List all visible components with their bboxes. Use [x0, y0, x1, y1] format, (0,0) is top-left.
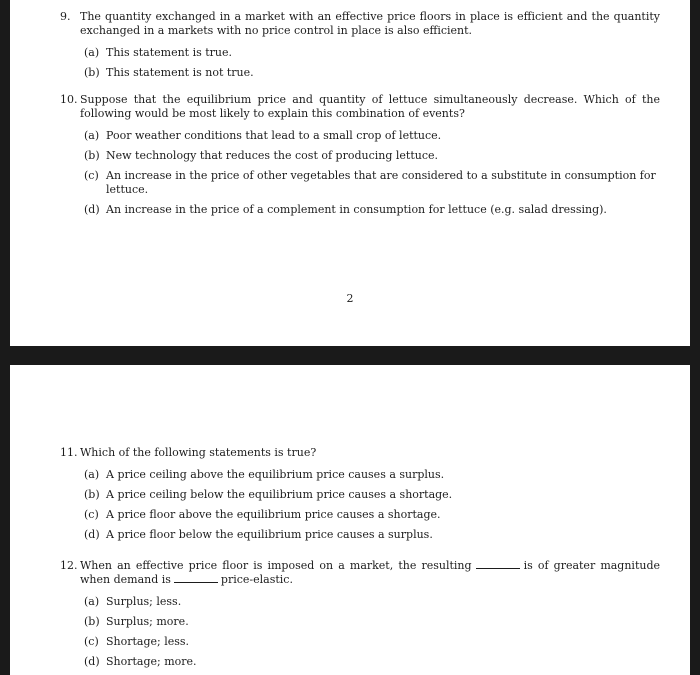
fill-in-blank	[476, 559, 520, 569]
option-text: New technology that reduces the cost of producing lettuce.	[106, 149, 439, 162]
option-label: (b)	[84, 615, 100, 628]
answer-option	[84, 129, 660, 143]
question-text: Suppose that the equilibrium price and quantity of lettuce simultaneously decrease. Which of the following would be most likely to explain this combination of events?	[80, 93, 660, 120]
answer-option	[84, 149, 660, 163]
answer-option	[84, 615, 660, 629]
option-label: (b)	[84, 66, 100, 79]
option-text: This statement is not true.	[106, 66, 254, 79]
option-text: Poor weather conditions that lead to a small crop of lettuce.	[106, 129, 442, 142]
answer-options	[60, 129, 660, 217]
option-text: Shortage; more.	[106, 655, 197, 668]
answer-option	[84, 528, 660, 542]
answer-option	[84, 655, 660, 669]
question-11	[60, 446, 660, 548]
answer-option	[84, 635, 660, 649]
option-label: (b)	[84, 149, 100, 162]
question-text	[80, 559, 660, 587]
question-number: 12.	[60, 559, 78, 572]
option-text: A price ceiling above the equilibrium price causes a surplus.	[106, 468, 445, 481]
option-text: A price floor below the equilibrium price causes a surplus.	[106, 528, 433, 541]
option-label: (a)	[84, 129, 100, 142]
option-text: An increase in the price of a complement in consumption for lettuce (e.g. salad dressing).	[106, 203, 607, 216]
question-number: 9.	[60, 10, 71, 23]
document-page-3	[10, 365, 690, 675]
question-number: 11.	[60, 446, 78, 459]
option-label: (d)	[84, 203, 100, 216]
option-label: (d)	[84, 528, 100, 541]
page-number: 2	[346, 292, 354, 305]
option-text: An increase in the price of other vegetables that are considered to a substitute in consumption for lettuce.	[106, 169, 656, 196]
option-label: (a)	[84, 595, 100, 608]
question-10	[60, 93, 660, 223]
option-text: Surplus; less.	[106, 595, 182, 608]
option-label: (b)	[84, 488, 100, 501]
answer-option	[84, 595, 660, 609]
question-text: The quantity exchanged in a market with an effective price floors in place is efficient and the quantity exchanged in a markets with no price control in place is also efficient.	[80, 10, 660, 37]
option-label: (d)	[84, 655, 100, 668]
answer-options	[60, 46, 660, 80]
option-label: (c)	[84, 508, 99, 521]
answer-option	[84, 468, 660, 482]
question-text-part-2: is of greater magnitude when demand is	[80, 559, 661, 586]
answer-option	[84, 66, 660, 80]
option-label: (a)	[84, 468, 100, 481]
question-9	[60, 10, 660, 86]
option-text: Surplus; more.	[106, 615, 189, 628]
answer-options	[60, 595, 660, 669]
answer-options	[60, 468, 660, 542]
option-text: A price ceiling below the equilibrium price causes a shortage.	[106, 488, 453, 501]
option-label: (c)	[84, 169, 99, 182]
fill-in-blank	[174, 573, 218, 583]
question-number: 10.	[60, 93, 78, 106]
option-text: This statement is true.	[106, 46, 233, 59]
answer-option	[84, 488, 660, 502]
answer-option	[84, 508, 660, 522]
question-text: Which of the following statements is true?	[80, 446, 317, 459]
question-12	[60, 559, 660, 675]
option-label: (c)	[84, 635, 99, 648]
option-label: (a)	[84, 46, 100, 59]
question-text-part-3: price-elastic.	[220, 573, 293, 586]
question-text-part-1: When an effective price floor is imposed on a market, the resulting	[80, 559, 472, 572]
option-text: A price floor above the equilibrium price causes a shortage.	[106, 508, 441, 521]
document-page-2	[10, 0, 690, 346]
answer-option	[84, 169, 660, 197]
answer-option	[84, 46, 660, 60]
option-text: Shortage; less.	[106, 635, 190, 648]
answer-option	[84, 203, 660, 217]
